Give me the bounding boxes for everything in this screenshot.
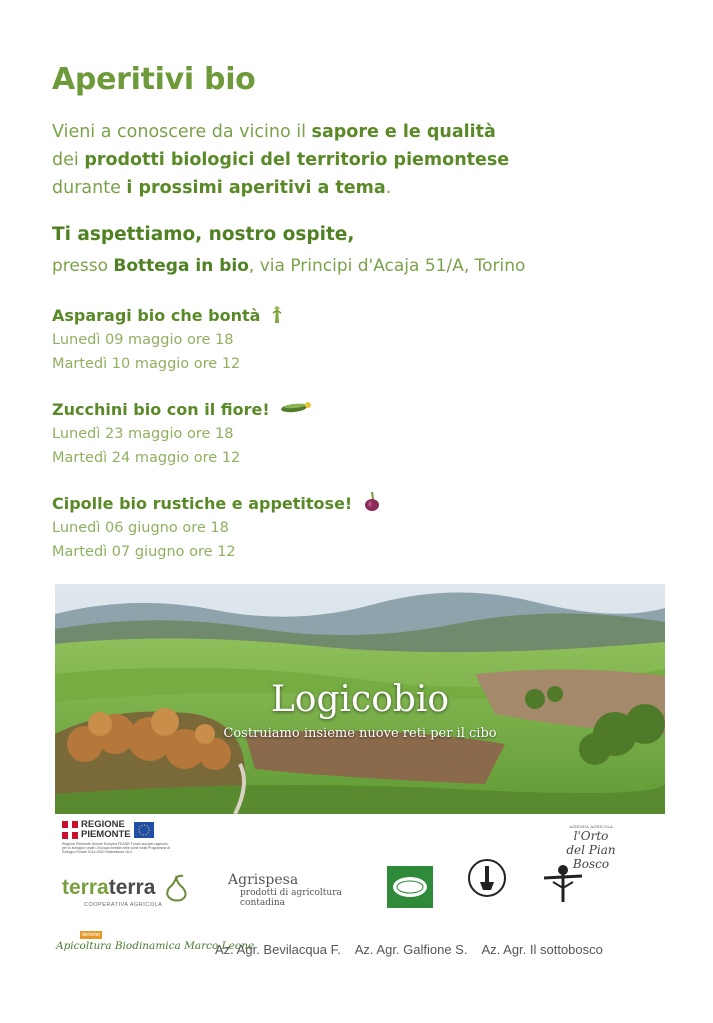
banner-tagline: Costruiamo insieme nuove reti per il cibo xyxy=(223,726,497,741)
orto-pian-bosco-logo: AZIENDA AGRICOLA l'Orto del Pian Bosco xyxy=(566,824,616,871)
event-cipolle xyxy=(52,490,382,564)
event-title: Cipolle bio rustiche e appetitose! xyxy=(52,493,353,513)
intro-text: Vieni a conoscere da vicino il sapore e le qualità dei prodotti biologici del territorio piemontese durante i prossimi aperitivi a tema. xyxy=(52,122,510,198)
landscape-banner xyxy=(55,584,665,814)
farmer-name: Az. Agr. Bevilacqua F. xyxy=(215,942,341,957)
event-date: Martedì 10 maggio ore 12 xyxy=(52,356,241,372)
event-asparagi xyxy=(52,302,284,376)
banner-brand: Logicobio xyxy=(270,679,450,720)
event-date: Lunedì 23 maggio ore 18 xyxy=(52,426,234,442)
eu-flag-icon xyxy=(134,822,154,838)
event-date: Martedì 24 maggio ore 12 xyxy=(52,450,241,466)
scarecrow-logo xyxy=(538,862,588,908)
farmers-list xyxy=(215,942,603,957)
green-box-logo xyxy=(387,866,433,912)
zucchini-icon xyxy=(280,399,312,419)
page-title: Aperitivi bio xyxy=(52,62,256,97)
farmer-name: Az. Agr. Il sottobosco xyxy=(481,942,603,957)
pear-icon xyxy=(161,874,191,902)
event-date: Martedì 07 giugno ore 12 xyxy=(52,544,236,560)
asparagus-icon xyxy=(270,303,284,327)
event-title: Asparagi bio che bontà xyxy=(52,305,261,325)
location-text: presso Bottega in bio, via Principi d'Acaja 51/A, Torino xyxy=(52,256,526,276)
event-title: Zucchini bio con il fiore! xyxy=(52,399,270,419)
piemonte-crest-icon xyxy=(62,821,78,839)
terraterra-logo: terraterra COOPERATIVA AGRICOLA xyxy=(62,874,191,908)
event-date: Lunedì 09 maggio ore 18 xyxy=(52,332,234,348)
event-zucchini xyxy=(52,396,312,470)
event-date: Lunedì 06 giugno ore 18 xyxy=(52,520,229,536)
farmer-name: Az. Agr. Galfione S. xyxy=(354,942,468,957)
agrispesa-logo: Agrispesa prodotti di agricoltura contadina xyxy=(228,872,342,908)
shovel-logo xyxy=(465,858,509,902)
demeter-badge: demeter xyxy=(81,932,101,938)
apicoltura-logo: Apicoltura Biodinamica Marco Leone xyxy=(56,940,255,952)
welcome-text: Ti aspettiamo, nostro ospite, xyxy=(52,224,355,245)
onion-icon xyxy=(362,490,382,516)
regione-piemonte-logo: REGIONE PIEMONTE Regione Piemonte Unione Europea FEASR Fondo europeo agricolo per lo sviluppo rurale L'Europa investe nelle zone rurali Programma di Sviluppo Rurale 2014-2020 Sottomisura 16.4 xyxy=(62,819,171,854)
